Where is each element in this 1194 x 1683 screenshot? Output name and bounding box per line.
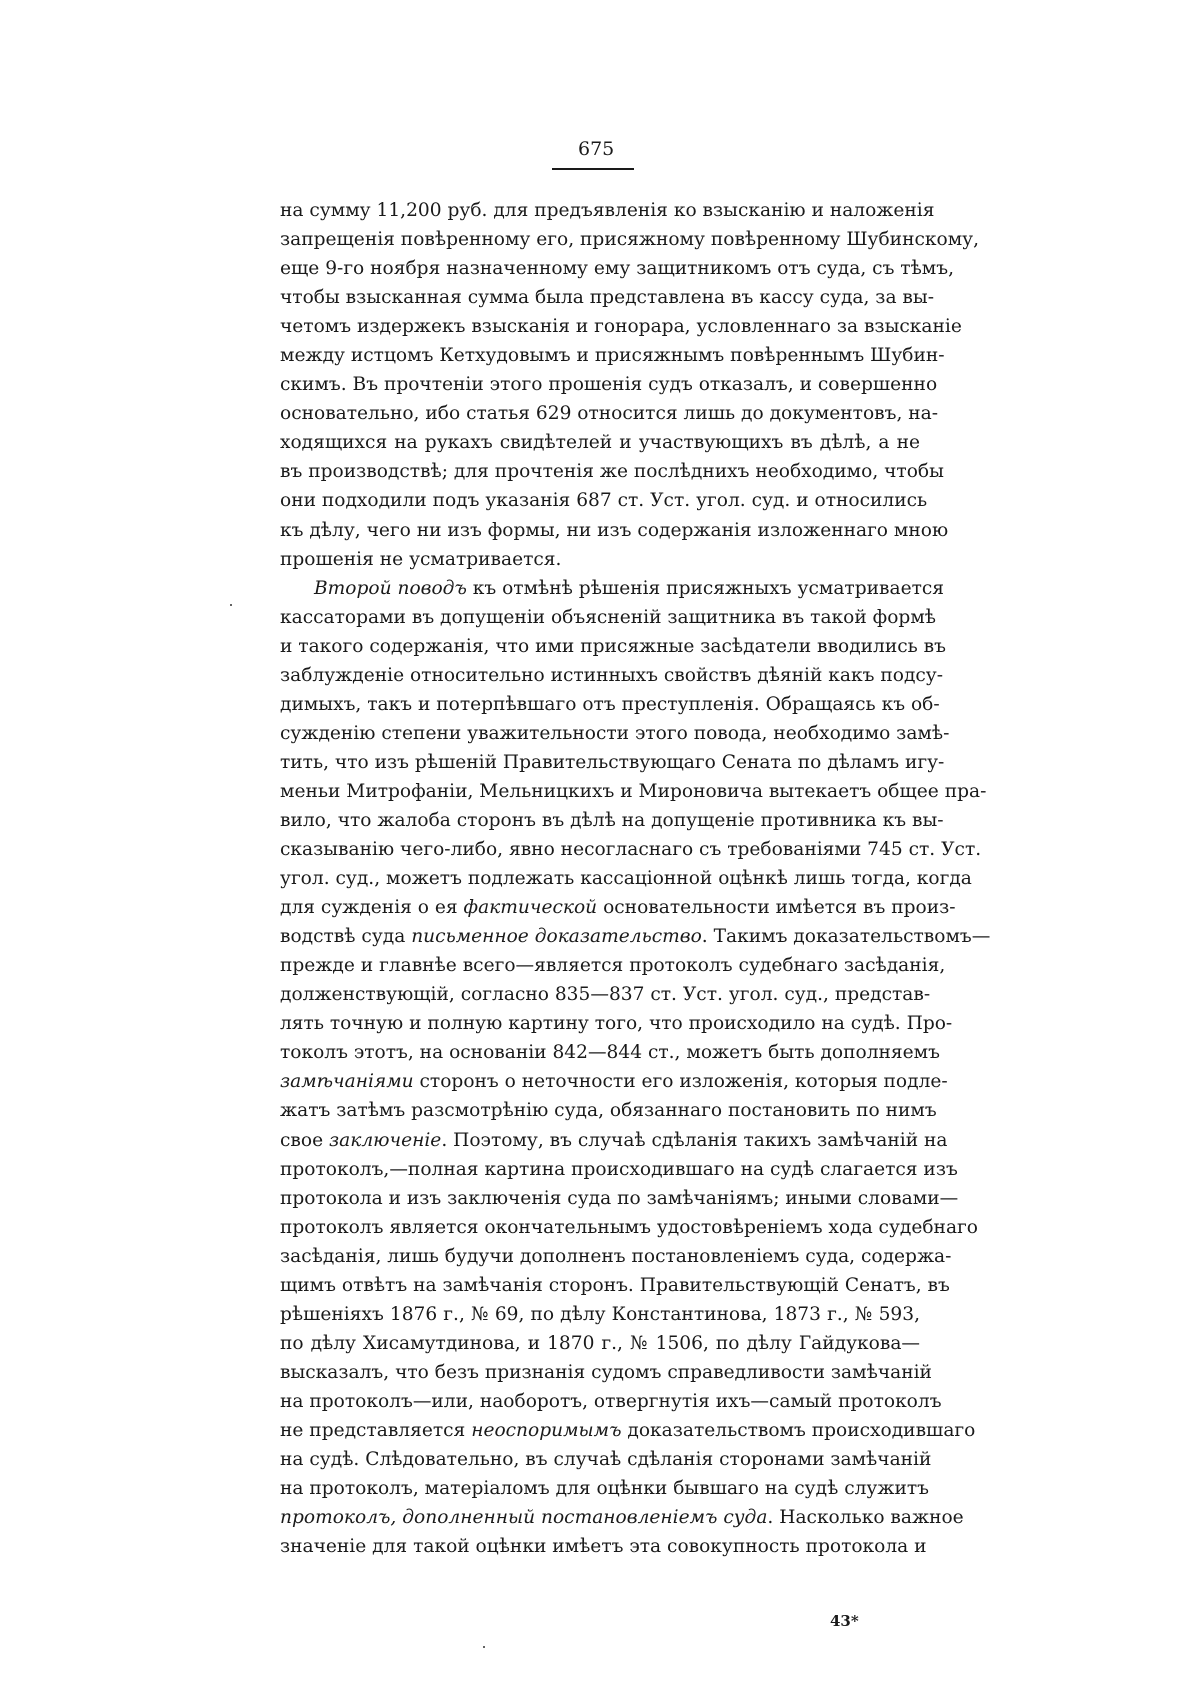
text-line: тить, что изъ рѣшеній Правительствующаго Сената по дѣламъ игу- <box>280 751 945 773</box>
text-line: угол. суд., можетъ подлежать кассаціонной оцѣнкѣ лишь тогда, когда <box>280 868 972 890</box>
text-line: между истцомъ Кетхудовымъ и присяжнымъ повѣреннымъ Шубин- <box>280 345 945 367</box>
text-line: водствѣ суда письменное доказательство. Такимъ доказательствомъ— <box>280 926 991 948</box>
text-line: для сужденія о ея фактической основательности имѣется въ произ- <box>280 897 956 919</box>
text-line: заблужденіе относительно истинныхъ свойствъ дѣяній какъ подсу- <box>280 664 944 686</box>
text-line: меньи Митрофаніи, Мельницкихъ и Мироновича вытекаетъ общее пра- <box>280 780 987 802</box>
text-line: высказалъ, что безъ признанія судомъ справедливости замѣчаній <box>280 1361 932 1383</box>
text-line: Второй поводъ къ отмѣнѣ рѣшенія присяжныхъ усматривается <box>314 577 944 599</box>
text-line: токолъ этотъ, на основаніи 842—844 ст., можетъ быть дополняемъ <box>280 1042 940 1064</box>
text-line: чтобы взысканная сумма была представлена въ кассу суда, за вы- <box>280 287 934 309</box>
text-line: по дѣлу Хисамутдинова, и 1870 г., № 1506, по дѣлу Гайдукова— <box>280 1332 920 1354</box>
text-line: на судѣ. Слѣдовательно, въ случаѣ сдѣланія сторонами замѣчаній <box>280 1449 932 1471</box>
page-number-rule <box>552 168 634 170</box>
text-line: основательно, ибо статья 629 относится лишь до документовъ, на- <box>280 403 939 425</box>
text-line: еще 9-го ноября назначенному ему защитникомъ отъ суда, съ тѣмъ, <box>280 258 955 280</box>
text-line: протокола и изъ заключенія суда по замѣчаніямъ; иными словами— <box>280 1187 959 1209</box>
text-line: не представляется неоспоримымъ доказательствомъ происходившаго <box>280 1419 976 1441</box>
text-line: замѣчаніями сторонъ о неточности его изложенія, которыя подле- <box>280 1071 948 1093</box>
text-line: кассаторами въ допущеніи объясненій защитника въ такой формѣ <box>280 606 936 628</box>
text-line: скимъ. Въ прочтеніи этого прошенія судъ отказалъ, и совершенно <box>280 374 938 396</box>
text-line: прежде и главнѣе всего—является протоколъ судебнаго засѣданія, <box>280 955 946 977</box>
text-line: на протоколъ, матеріаломъ для оцѣнки бывшаго на судѣ служитъ <box>280 1478 929 1500</box>
text-line: значеніе для такой оцѣнки имѣетъ эта совокупность протокола и <box>280 1536 927 1558</box>
print-speck <box>230 604 232 606</box>
text-line: жатъ затѣмъ разсмотрѣнію суда, обязаннаго постановить по нимъ <box>280 1100 937 1122</box>
print-speck <box>483 1646 485 1648</box>
text-line: на протоколъ—или, наоборотъ, отвергнутія ихъ—самый протоколъ <box>280 1390 942 1412</box>
text-line: рѣшеніяхъ 1876 г., № 69, по дѣлу Константинова, 1873 г., № 593, <box>280 1303 920 1325</box>
text-line: сужденію степени уважительности этого повода, необходимо замѣ- <box>280 722 950 744</box>
text-line: сказыванію чего-либо, явно несогласнаго съ требованіями 745 ст. Уст. <box>280 839 982 861</box>
text-line: вило, что жалоба сторонъ въ дѣлѣ на допущеніе противника къ вы- <box>280 809 944 831</box>
text-line: щимъ отвѣтъ на замѣчанія сторонъ. Правительствующій Сенатъ, въ <box>280 1274 950 1296</box>
body-text <box>280 196 991 1561</box>
text-line: протоколъ,—полная картина происходившаго на судѣ слагается изъ <box>280 1158 958 1180</box>
text-line: къ дѣлу, чего ни изъ формы, ни изъ содержанія изложеннаго мною <box>280 519 949 541</box>
signature-mark: 43* <box>830 1612 859 1630</box>
text-line: свое заключеніе. Поэтому, въ случаѣ сдѣланія такихъ замѣчаній на <box>280 1129 948 1151</box>
text-line: запрещенія повѣренному его, присяжному повѣренному Шубинскому, <box>280 229 980 251</box>
text-line: засѣданія, лишь будучи дополненъ постановленіемъ суда, содержа- <box>280 1245 952 1267</box>
page-number: 675 <box>578 138 615 160</box>
text-line: и такого содержанія, что ими присяжные засѣдатели вводились въ <box>280 635 946 657</box>
text-line: въ производствѣ; для прочтенія же послѣднихъ необходимо, чтобы <box>280 461 944 483</box>
text-line: протоколъ, дополненный постановленіемъ суда. Насколько важное <box>280 1507 964 1529</box>
text-line: ходящихся на рукахъ свидѣтелей и участвующихъ въ дѣлѣ, а не <box>280 432 920 454</box>
text-line: прошенія не усматривается. <box>280 548 562 570</box>
text-line: протоколъ является окончательнымъ удостовѣреніемъ хода судебнаго <box>280 1216 978 1238</box>
text-line: четомъ издержекъ взысканія и гонорара, условленнаго за взысканіе <box>280 316 962 338</box>
text-line: лять точную и полную картину того, что происходило на судѣ. Про- <box>280 1013 953 1035</box>
text-line: димыхъ, такъ и потерпѣвшаго отъ преступленія. Обращаясь къ об- <box>280 693 940 715</box>
text-line: они подходили подъ указанія 687 ст. Уст. угол. суд. и относились <box>280 490 928 512</box>
text-line: на сумму 11,200 руб. для предъявленія ко взысканію и наложенія <box>280 200 935 221</box>
text-line: долженствующій, согласно 835—837 ст. Уст. угол. суд., представ- <box>280 984 931 1006</box>
